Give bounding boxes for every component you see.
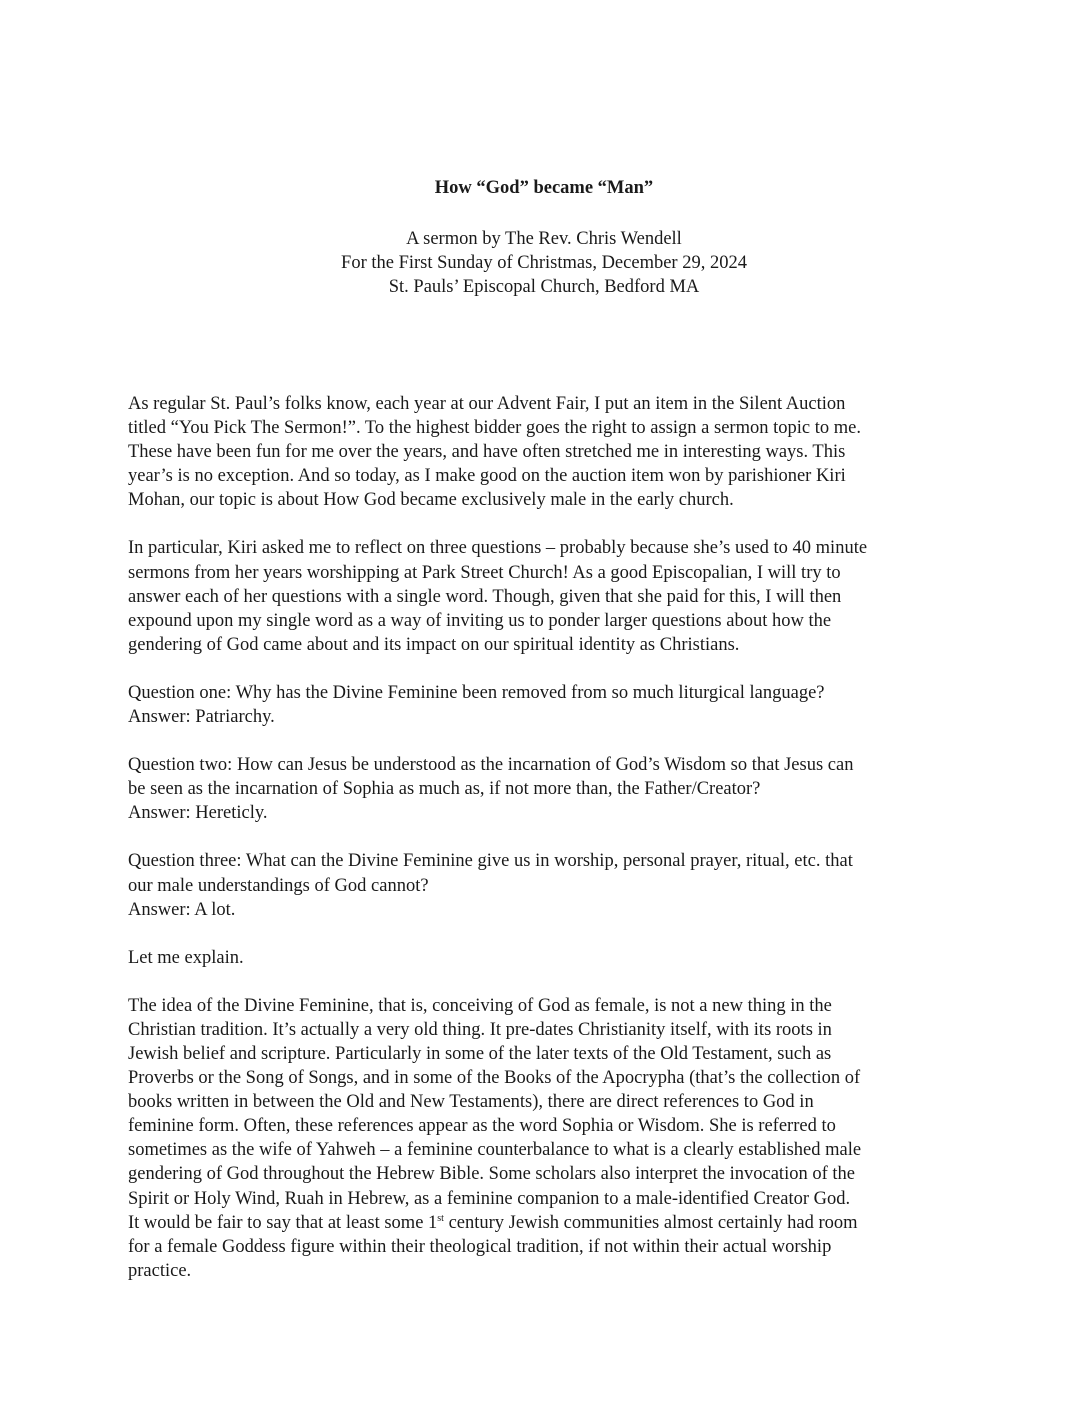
paragraph-line: Proverbs or the Song of Songs, and in some of the Books of the Apocrypha (that’s the collection of	[128, 1068, 861, 1089]
paragraph-line: expound upon my single word as a way of inviting us to ponder larger questions about how the	[128, 610, 832, 631]
paragraph-line: sermons from her years worshipping at Park Street Church! As a good Episcopalian, I will try to	[128, 562, 841, 583]
paragraph-question-two	[128, 753, 968, 825]
question-line: Question one: Why has the Divine Feminine been removed from so much liturgical language?	[128, 682, 825, 703]
question-line: Question two: How can Jesus be understood as the incarnation of God’s Wisdom so that Jesus can	[128, 755, 854, 776]
question-line: Question three: What can the Divine Feminine give us in worship, personal prayer, ritual, etc. that	[128, 851, 853, 872]
paragraph-line-with-superscript	[128, 1211, 968, 1235]
byline-church: St. Pauls’ Episcopal Church, Bedford MA	[388, 277, 700, 297]
paragraph-line: sometimes as the wife of Yahweh – a feminine counterbalance to what is a clearly established male	[128, 1140, 862, 1161]
paragraph-line: Christian tradition. It’s actually a very old thing. It pre-dates Christianity itself, with its roots in	[128, 1019, 832, 1040]
sermon-body	[128, 392, 968, 1307]
paragraph-line: In particular, Kiri asked me to reflect on three questions – probably because she’s used to 40 minute	[128, 538, 868, 559]
paragraph-line: Mohan, our topic is about How God became exclusively male in the early church.	[128, 490, 734, 511]
paragraph-line: answer each of her questions with a single word. Though, given that she paid for this, I will then	[128, 586, 842, 607]
paragraph-question-one	[128, 681, 968, 729]
paragraph-line: As regular St. Paul’s folks know, each year at our Advent Fair, I put an item in the Silent Auction	[128, 394, 846, 414]
paragraph-line: The idea of the Divine Feminine, that is, conceiving of God as female, is not a new thing in the	[128, 995, 832, 1016]
paragraph-divine-feminine	[128, 994, 968, 1283]
byline-occasion: For the First Sunday of Christmas, December 29, 2024	[341, 253, 747, 273]
byline	[0, 227, 1088, 299]
answer-line: Answer: Hereticly.	[128, 803, 268, 824]
paragraph-line: feminine form. Often, these references appear as the word Sophia or Wisdom. She is referred to	[128, 1116, 836, 1137]
paragraph-questions-intro	[128, 536, 968, 656]
paragraph-intro	[128, 392, 968, 512]
paragraph-line: These have been fun for me over the years, and have often stretched me in interesting ways. This	[128, 442, 846, 463]
question-line: be seen as the incarnation of Sophia as much as, if not more than, the Father/Creator?	[128, 779, 761, 800]
byline-author: A sermon by The Rev. Chris Wendell	[406, 229, 682, 249]
paragraph-line: books written in between the Old and New Testaments), there are direct references to God in	[128, 1092, 814, 1113]
question-line: our male understandings of God cannot?	[128, 875, 429, 896]
paragraph-line: Spirit or Holy Wind, Ruah in Hebrew, as a feminine companion to a male-identified Creator God.	[128, 1188, 851, 1209]
ordinal-superscript: st	[437, 1212, 444, 1224]
paragraph-line: year’s is no exception. And so today, as I make good on the auction item won by parishioner Kiri	[128, 466, 846, 487]
paragraph-line: for a female Goddess figure within their theological tradition, if not within their actual worship	[128, 1236, 832, 1257]
paragraph-line: Jewish belief and scripture. Particularly in some of the later texts of the Old Testament, such as	[128, 1043, 832, 1064]
paragraph-line: gendering of God throughout the Hebrew Bible. Some scholars also interpret the invocation of the	[128, 1164, 855, 1185]
answer-line: Answer: A lot.	[128, 899, 236, 920]
line-text-before: It would be fair to say that at least some 1	[128, 1212, 438, 1233]
answer-line: Answer: Patriarchy.	[128, 707, 275, 728]
paragraph-line: Let me explain.	[128, 947, 244, 968]
paragraph-line: titled “You Pick The Sermon!”. To the highest bidder goes the right to assign a sermon topic to me.	[128, 418, 861, 439]
paragraph-let-me-explain	[128, 946, 968, 970]
line-text-after: century Jewish communities almost certainly had room	[443, 1212, 858, 1233]
paragraph-line: practice.	[128, 1260, 192, 1281]
document-title: How “God” became “Man”	[434, 178, 654, 198]
paragraph-question-three	[128, 849, 968, 921]
paragraph-line: gendering of God came about and its impact on our spiritual identity as Christians.	[128, 634, 740, 655]
